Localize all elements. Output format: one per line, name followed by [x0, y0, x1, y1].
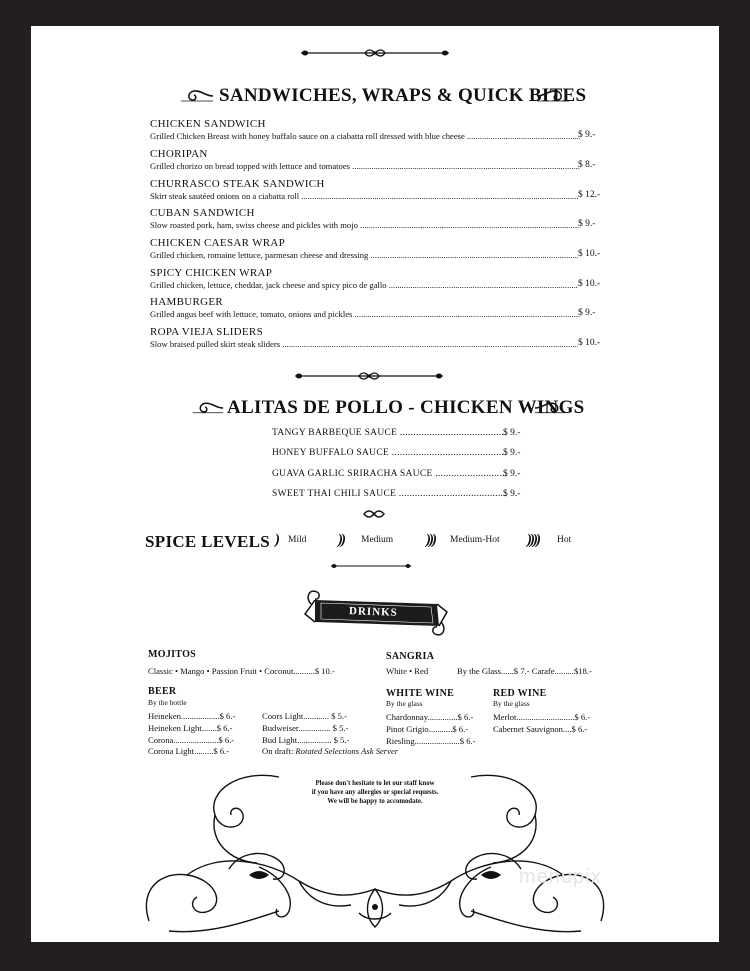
wing-item-price: $ 9.- — [503, 469, 521, 479]
beer-line: Corona.....................$ 6.- — [148, 735, 235, 745]
sangria-line: White • Red — [386, 666, 429, 676]
menu-item-desc: Grilled chicken, romaine lettuce, parmesan cheese and dressing ..... — [150, 250, 578, 260]
menu-item-desc: Slow roasted pork, ham, swiss cheese and pickles with mojo ..... — [150, 220, 580, 230]
wine-line: Pinot Grigio...........$ 6.- — [386, 724, 469, 734]
title-flourish-left-icon — [179, 88, 215, 104]
wing-item-name: TANGY BARBEQUE SAUCE — [272, 428, 398, 438]
menu-item-desc: Grilled Chicken Breast with honey buffalo sauce on a ciabatta roll dressed with blue cheese ..... — [150, 131, 580, 141]
menu-item-name: CHICKEN SANDWICH — [150, 118, 266, 130]
section-divider-ornament — [293, 369, 445, 383]
title-flourish-right-icon — [535, 88, 571, 104]
menu-item-price: $ 9.- — [578, 130, 596, 140]
wing-item-price: $ 9.- — [503, 489, 521, 499]
wing-item-price: $ 9.- — [503, 428, 521, 438]
menu-item-desc: Grilled chicken, lettuce, cheddar, jack cheese and spicy pico de gallo ..... — [150, 280, 578, 290]
white-wine-title: WHITE WINE — [386, 688, 455, 699]
beer-draft-line — [262, 746, 398, 756]
beer-subtitle: By the bottle — [148, 698, 187, 707]
wing-item — [272, 428, 507, 438]
menu-item-price: $ 10.- — [578, 249, 601, 259]
menu-item-name: CUBAN SANDWICH — [150, 207, 255, 219]
mojitos-title: MOJITOS — [148, 649, 197, 660]
spice-label: Mild — [288, 535, 307, 545]
wing-item — [272, 489, 507, 499]
wine-line: Riesling.....................$ 6.- — [386, 736, 476, 746]
draft-text: Rotated Selections Ask Server — [295, 746, 399, 756]
white-wine-subtitle: By the glass — [386, 699, 423, 708]
beer-line: Heineken..................$ 6.- — [148, 711, 236, 721]
menu-item-name: ROPA VIEJA SLIDERS — [150, 326, 263, 338]
filigree-ornament — [129, 771, 621, 939]
menu-item-price: $ 12.- — [578, 190, 601, 200]
chili-icon: ) — [275, 532, 278, 548]
beer-line: Heineken Light.......$ 6.- — [148, 723, 233, 733]
title-flourish-right-icon — [533, 400, 567, 416]
watermark-text: menupix — [519, 866, 602, 888]
top-divider-ornament — [299, 46, 451, 60]
menu-item-name: SPICY CHICKEN WRAP — [150, 267, 273, 279]
beer-line: Budweiser............... $ 5.- — [262, 723, 349, 733]
wing-item-name: HONEY BUFFALO SAUCE — [272, 448, 390, 458]
small-divider-ornament — [361, 508, 387, 520]
menu-item-name: CHICKEN CAESAR WRAP — [150, 237, 286, 249]
sandwiches-title: SANDWICHES, WRAPS & QUICK BITES — [219, 85, 587, 106]
menu-item-desc: Slow braised pulled skirt steak sliders ..... — [150, 339, 578, 349]
small-divider-ornament — [331, 561, 411, 571]
spice-label: Hot — [557, 535, 572, 545]
wing-item — [272, 448, 507, 458]
chili-icon: )) — [338, 532, 344, 548]
menu-item-desc: Grilled chorizo on bread topped with lettuce and tomatoes ..... — [150, 161, 580, 171]
menu-item-price: $ 10.- — [578, 279, 601, 289]
beer-line: Coors Light............ $ 5.- — [262, 711, 347, 721]
wing-item — [272, 469, 507, 479]
menu-item-desc: Skirt steak sautéed onions on a ciabatta roll ..... — [150, 191, 578, 201]
allergy-note-line: Please don't hesitate to let our staff know — [315, 780, 435, 787]
wing-item-name: SWEET THAI CHILI SAUCE — [272, 489, 397, 499]
spice-levels-title: SPICE LEVELS — [145, 532, 271, 551]
wine-line: Merlot...........................$ 6.- — [493, 712, 591, 722]
menu-item-price: $ 9.- — [578, 308, 596, 318]
wine-line: Cabernet Sauvignon....$ 6.- — [493, 724, 588, 734]
drinks-banner-title: DRINKS — [348, 605, 398, 619]
menu-item-desc: Grilled angus beef with lettuce, tomato, onions and pickles ..... — [150, 309, 580, 319]
wine-line: Chardonnay..............$ 6.- — [386, 712, 474, 722]
spice-label: Medium-Hot — [450, 535, 500, 545]
chili-icon: )))) — [527, 532, 539, 548]
menu-item-name: HAMBURGER — [150, 296, 223, 308]
menu-item-price: $ 8.- — [578, 160, 596, 170]
menu-item-price: $ 9.- — [578, 219, 596, 229]
menu-item-name: CHURRASCO STEAK SANDWICH — [150, 178, 325, 190]
draft-label: On draft: — [262, 746, 294, 756]
beer-title: BEER — [148, 686, 177, 697]
chili-icon: ))) — [426, 532, 435, 548]
wings-title: ALITAS DE POLLO - CHICKEN WINGS — [227, 397, 585, 418]
title-flourish-left-icon — [191, 400, 225, 416]
wing-item-price: $ 9.- — [503, 448, 521, 458]
allergy-note-line: We will be happy to accomodate. — [327, 798, 423, 805]
red-wine-title: RED WINE — [493, 688, 547, 699]
beer-line: Corona Light.........$ 6.- — [148, 746, 230, 756]
sangria-glass-line: By the Glass......$ 7.- Carafe.........$18.- — [457, 666, 592, 676]
spice-label: Medium — [361, 535, 394, 545]
allergy-note-line: if you have any allergies or special requests. — [311, 789, 439, 796]
wing-item-name: GUAVA GARLIC SRIRACHA SAUCE — [272, 469, 433, 479]
menu-page — [31, 26, 719, 942]
beer-line: Bud Light................ $ 5.- — [262, 735, 350, 745]
mojitos-line: Classic • Mango • Passion Fruit • Coconut..........$ 10.- — [148, 666, 335, 676]
red-wine-subtitle: By the glass — [493, 699, 530, 708]
sangria-title: SANGRIA — [386, 651, 435, 662]
menu-item-name: CHORIPAN — [150, 148, 208, 160]
menu-item-price: $ 10.- — [578, 338, 601, 348]
